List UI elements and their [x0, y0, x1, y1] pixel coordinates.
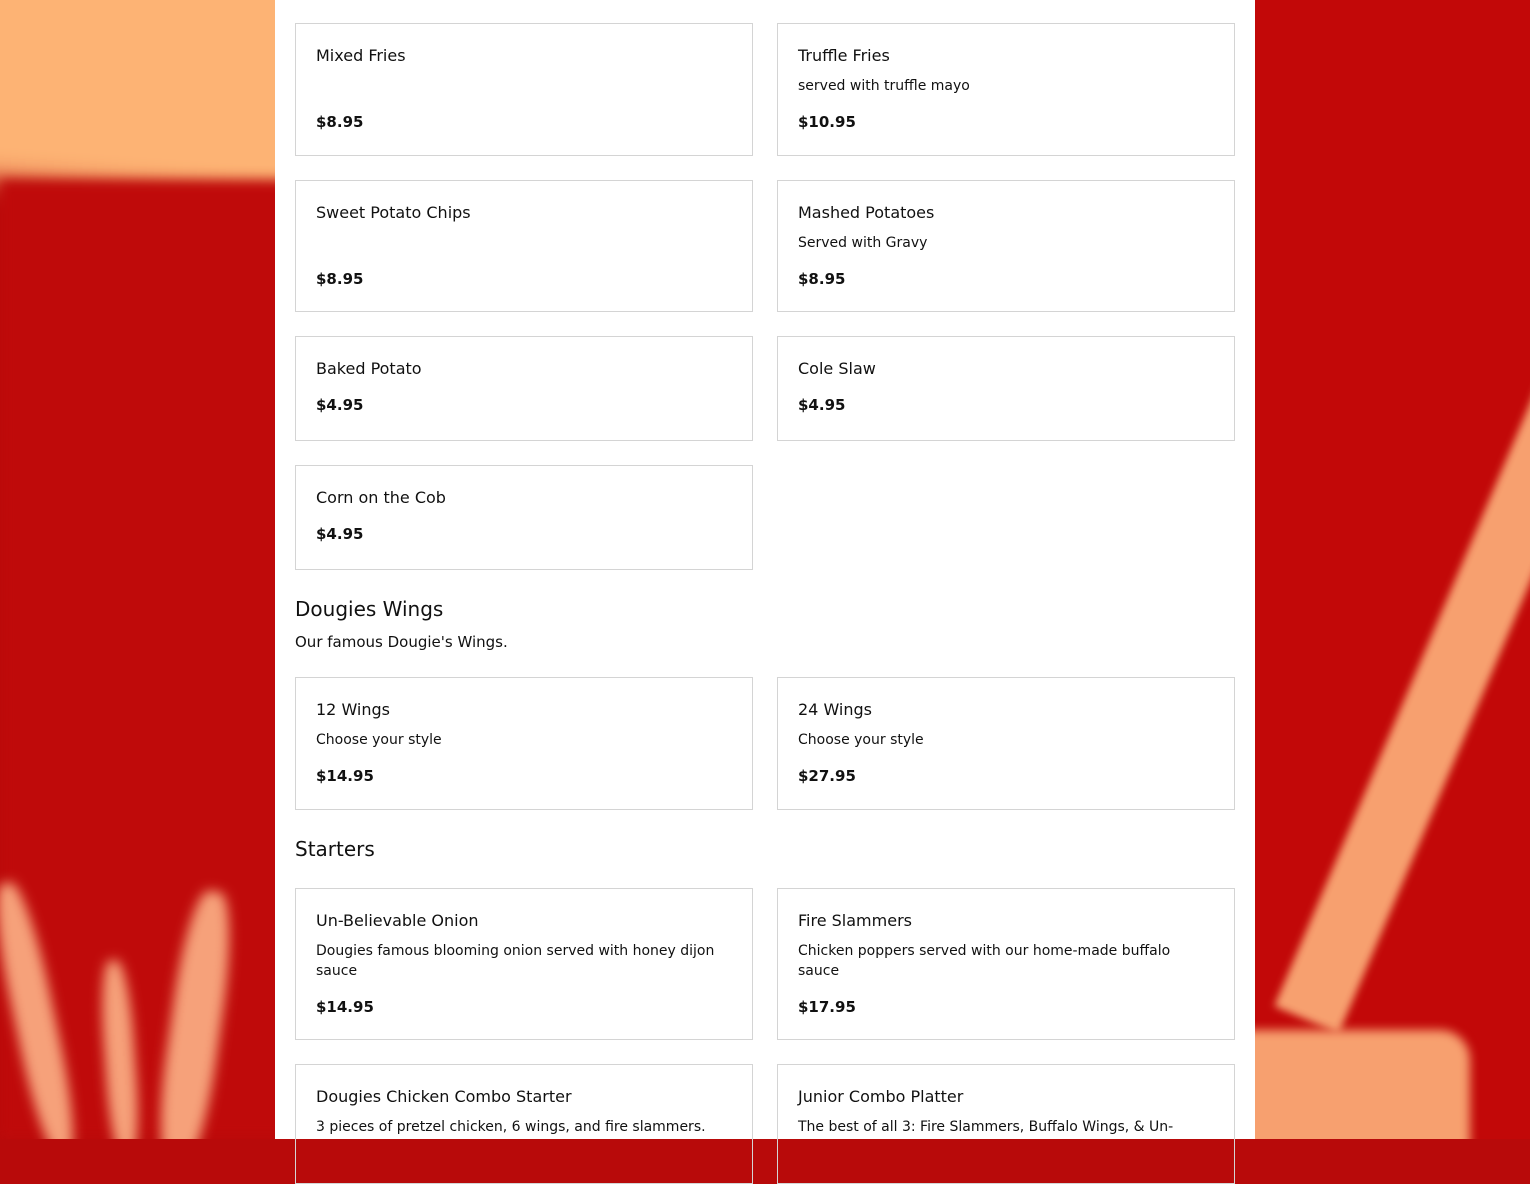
- menu-item-price: $4.95: [316, 525, 364, 543]
- menu-item-card[interactable]: [295, 888, 753, 1040]
- menu-item-card[interactable]: [777, 677, 1235, 810]
- menu-item-name: Sweet Potato Chips: [316, 203, 471, 222]
- wings-grid: [295, 677, 1235, 810]
- menu-item-description: Dougies famous blooming onion served with honey dijon sauce: [316, 943, 715, 979]
- menu-item-price: $4.95: [316, 396, 364, 414]
- sides-grid: [295, 23, 1235, 570]
- menu-item-name: Mixed Fries: [316, 46, 406, 65]
- menu-item-name: Un-Believable Onion: [316, 911, 479, 930]
- menu-item-price: $4.95: [798, 396, 846, 414]
- menu-item-name: Mashed Potatoes: [798, 203, 935, 222]
- section-title: Starters: [295, 837, 375, 861]
- menu-item-card[interactable]: [295, 336, 753, 441]
- menu-item-card[interactable]: [777, 23, 1235, 156]
- menu-item-price: $8.95: [798, 270, 846, 288]
- menu-item-card[interactable]: [295, 180, 753, 312]
- menu-item-name: Baked Potato: [316, 359, 422, 378]
- menu-item-price: $27.95: [798, 767, 856, 785]
- menu-item-name: Fire Slammers: [798, 911, 912, 930]
- menu-item-description: served with truffle mayo: [798, 78, 970, 94]
- menu-item-description: Choose your style: [798, 732, 924, 748]
- menu-item-name: Truffle Fries: [798, 46, 890, 65]
- menu-item-card[interactable]: [777, 180, 1235, 312]
- menu-page: [275, 0, 1255, 1139]
- menu-item-price: $17.95: [798, 998, 856, 1016]
- menu-item-card[interactable]: [295, 1064, 753, 1184]
- menu-item-name: Junior Combo Platter: [798, 1087, 964, 1106]
- menu-item-price: $8.95: [316, 270, 364, 288]
- menu-item-card[interactable]: [777, 888, 1235, 1040]
- starters-section: [295, 836, 1235, 862]
- menu-item-description: [316, 233, 732, 253]
- menu-item-name: 24 Wings: [798, 700, 872, 719]
- section-title: Dougies Wings: [295, 597, 444, 621]
- menu-item-name: Cole Slaw: [798, 359, 876, 378]
- menu-item-price: $14.95: [316, 998, 374, 1016]
- menu-item-card[interactable]: [295, 677, 753, 810]
- menu-item-name: Dougies Chicken Combo Starter: [316, 1087, 572, 1106]
- menu-item-card[interactable]: [295, 23, 753, 156]
- menu-item-price: $14.95: [316, 767, 374, 785]
- menu-item-name: 12 Wings: [316, 700, 390, 719]
- menu-item-card[interactable]: [777, 336, 1235, 441]
- menu-item-description: Served with Gravy: [798, 235, 928, 251]
- menu-item-description: [316, 76, 732, 96]
- menu-item-description: The best of all 3: Fire Slammers, Buffalo Wings, & Un-: [798, 1119, 1174, 1135]
- menu-item-price: $10.95: [798, 113, 856, 131]
- menu-item-name: Corn on the Cob: [316, 488, 446, 507]
- menu-item-description: 3 pieces of pretzel chicken, 6 wings, and fire slammers.: [316, 1119, 706, 1135]
- starters-grid: [295, 888, 1235, 1184]
- section-subtitle: Our famous Dougie's Wings.: [295, 633, 508, 651]
- menu-item-price: $8.95: [316, 113, 364, 131]
- wings-section: [295, 596, 1235, 652]
- menu-item-card[interactable]: [777, 1064, 1235, 1184]
- menu-item-description: Choose your style: [316, 732, 442, 748]
- menu-item-description: Chicken poppers served with our home-made buffalo sauce: [798, 943, 1171, 979]
- menu-item-card[interactable]: [295, 465, 753, 570]
